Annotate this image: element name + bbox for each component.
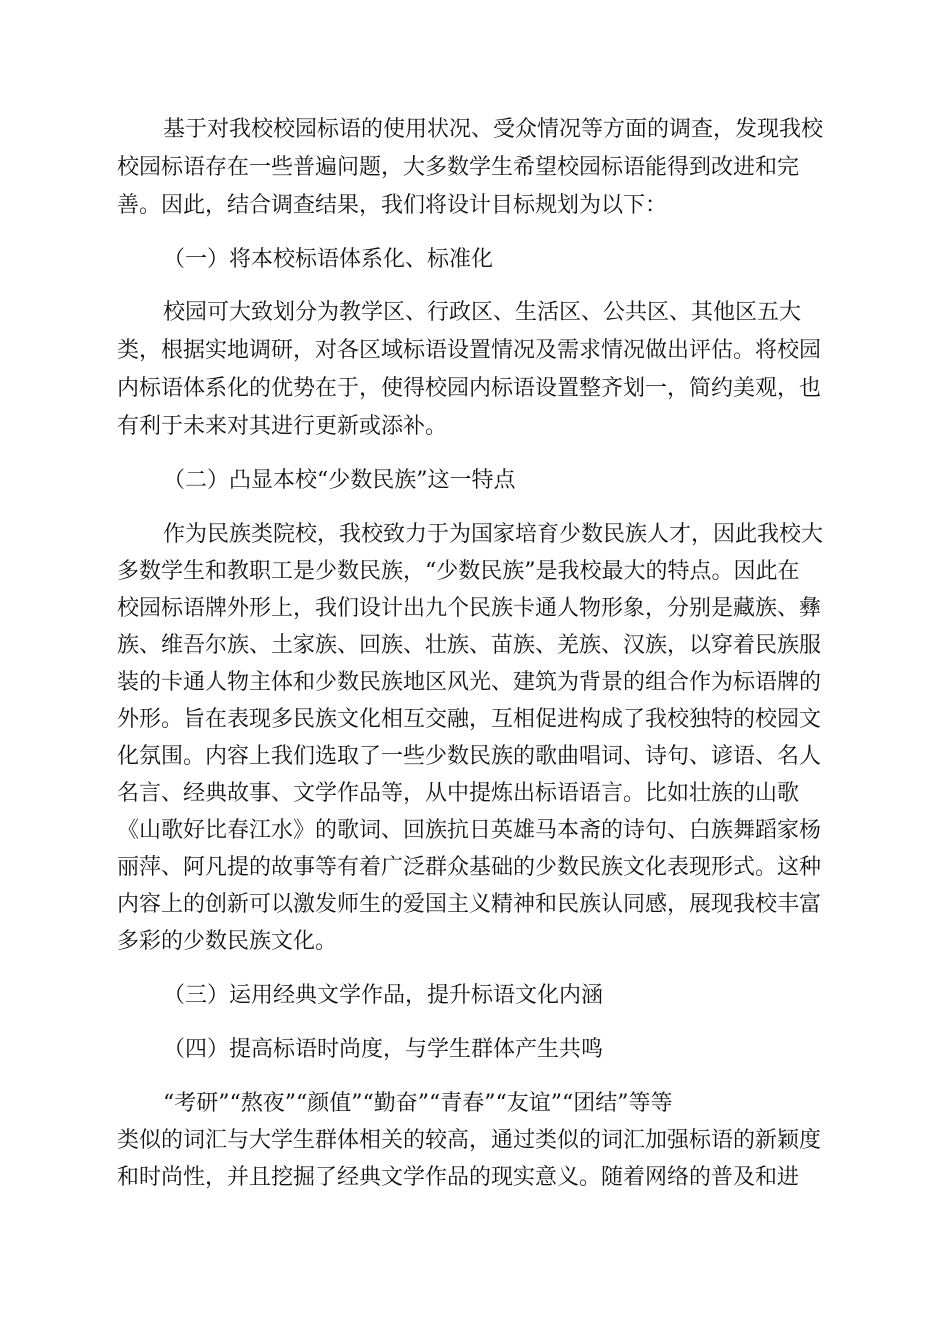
para1-line2: 校园标语存在一些普遍问题，大多数学生希望校园标语能得到改进和完: [117, 155, 800, 180]
heading-3: （三）运用经典文学作品，提升标语文化内涵: [163, 983, 604, 1008]
para3-line7: 化氛围。内容上我们选取了一些少数民族的歌曲唱词、诗句、谚语、名人: [117, 744, 822, 769]
para2-line1: 校园可大致划分为教学区、行政区、生活区、公共区、其他区五大: [163, 300, 802, 325]
para3-line5: 装的卡通人物主体和少数民族地区风光、建筑为背景的组合作为标语牌的: [117, 670, 822, 695]
para3-line9: 《山歌好比春江水》的歌词、回族抗日英雄马本斋的诗句、白族舞蹈家杨: [117, 818, 822, 843]
para3-line8: 名言、经典故事、文学作品等，从中提炼出标语语言。比如壮族的山歌: [117, 781, 800, 806]
heading-1: （一）将本校标语体系化、标准化: [163, 247, 494, 272]
para3-line2: 多数学生和教职工是少数民族，“少数民族”是我校最大的特点。因此在: [117, 559, 800, 584]
para1-line3: 善。因此，结合调查结果，我们将设计目标规划为以下：: [117, 193, 668, 218]
para3-line6: 外形。旨在表现多民族文化相互交融，互相促进构成了我校独特的校园文: [117, 707, 822, 732]
para2-line4: 有利于未来对其进行更新或添补。: [117, 414, 448, 439]
heading-2: （二）凸显本校“少数民族”这一特点: [163, 468, 516, 493]
para4-line1: “考研”“熬夜”“颜值”“勤奋”“青春”“友谊”“团结”等等: [163, 1091, 673, 1116]
para3-line11: 内容上的创新可以激发师生的爱国主义精神和民族认同感，展现我校丰富: [117, 892, 822, 917]
para3-line1: 作为民族类院校，我校致力于为国家培育少数民族人才，因此我校大: [163, 522, 824, 547]
heading-4: （四）提高标语时尚度，与学生群体产生共鸣: [163, 1037, 604, 1062]
para3-line12: 多彩的少数民族文化。: [117, 929, 338, 954]
para3-line10: 丽萍、阿凡提的故事等有着广泛群众基础的少数民族文化表现形式。这种: [117, 855, 822, 880]
para3-line3: 校园标语牌外形上，我们设计出九个民族卡通人物形象，分别是藏族、彝: [117, 596, 822, 621]
para4-line3: 和时尚性，并且挖掘了经典文学作品的现实意义。随着网络的普及和进: [117, 1165, 800, 1190]
para4-line2: 类似的词汇与大学生群体相关的较高，通过类似的词汇加强标语的新颖度: [117, 1128, 822, 1153]
para2-line2: 类，根据实地调研，对各区域标语设置情况及需求情况做出评估。将校园: [117, 338, 822, 363]
para3-line4: 族、维吾尔族、土家族、回族、壮族、苗族、羌族、汉族，以穿着民族服: [117, 633, 822, 658]
para2-line3: 内标语体系化的优势在于，使得校园内标语设置整齐划一，简约美观，也: [117, 376, 822, 401]
para1-line1: 基于对我校校园标语的使用状况、受众情况等方面的调查，发现我校: [163, 117, 824, 142]
